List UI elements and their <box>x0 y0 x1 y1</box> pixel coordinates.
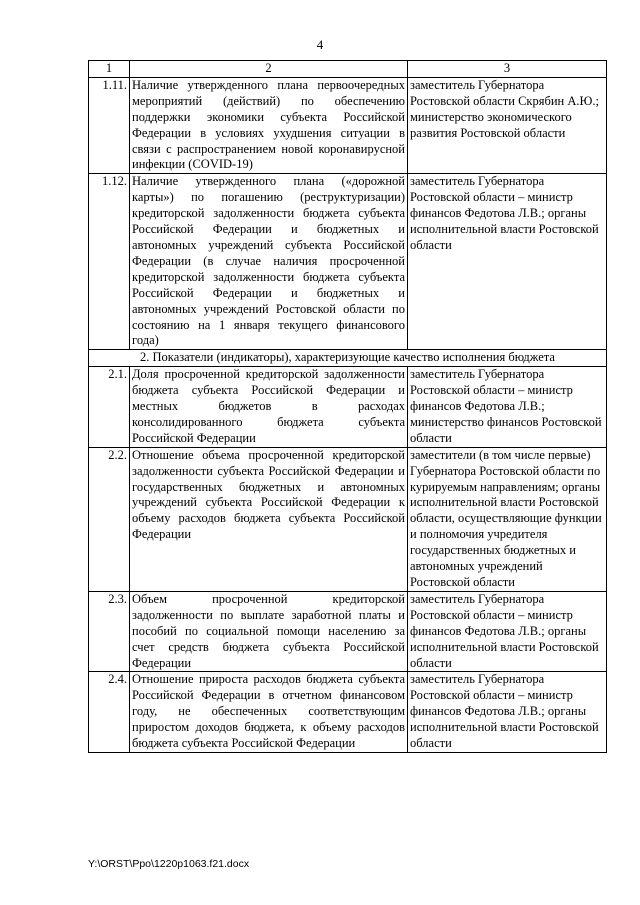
row-responsible: заместитель Губернатора Ростовской области – министр финансов Федотова Л.В.; органы исполнительной власти Ростовской области <box>408 591 607 672</box>
row-number: 1.12. <box>89 174 130 350</box>
table-row <box>89 672 607 753</box>
row-responsible: заместитель Губернатора Ростовской области Скрябин А.Ю.; министерство экономического развития Ростовской области <box>408 77 607 173</box>
row-description: Отношение прироста расходов бюджета субъекта Российской Федерации в отчетном финансовом году, не обеспеченных соответствующим приростом доходов бюджета, к объему расходов бюджета субъекта Российской Федерации <box>130 672 408 753</box>
table-row <box>89 174 607 350</box>
row-description: Наличие утвержденного плана («дорожной карты») по погашению (реструктуризации) кредиторской задолженности бюджета субъекта Российской Федерации и бюджетных и автономных учреждений субъекта Российской Федерации (в случае наличия просроченной кредиторской задолженности бюджета субъекта Российской Федерации и бюджетных и автономных учреждений Ростовской области по состоянию на 1 января текущего финансового года) <box>130 174 408 350</box>
column-header-2: 2 <box>130 61 408 78</box>
row-responsible: заместитель Губернатора Ростовской области – министр финансов Федотова Л.В.; органы исполнительной власти Ростовской области <box>408 672 607 753</box>
section-header-row <box>89 350 607 367</box>
row-description: Наличие утвержденного плана первоочередных мероприятий (действий) по обеспечению поддержки экономики субъекта Российской Федерации в условиях ухудшения ситуации в связи с распространением новой коронавирусной инфекции (COVID-19) <box>130 77 408 173</box>
row-description: Доля просроченной кредиторской задолженности бюджета субъекта Российской Федерации и местных бюджетов в расходах консолидированного бюджета субъекта Российской Федерации <box>130 367 408 448</box>
row-number: 2.3. <box>89 591 130 672</box>
row-description: Объем просроченной кредиторской задолженности по выплате заработной платы и пособий по социальной помощи населению за счет средств бюджета субъекта Российской Федерации <box>130 591 408 672</box>
table-row <box>89 367 607 448</box>
section-title: 2. Показатели (индикаторы), характеризующие качество исполнения бюджета <box>89 350 607 367</box>
table-row <box>89 77 607 173</box>
row-number: 2.1. <box>89 367 130 448</box>
table-row <box>89 447 607 591</box>
table-header-row <box>89 61 607 78</box>
table-row <box>89 591 607 672</box>
row-number: 1.11. <box>89 77 130 173</box>
row-responsible: заместители (в том числе первые) Губернатора Ростовской области по курируемым направлениям; органы исполнительной власти Ростовской области, осуществляющие функции и полномочия учредителя государственных бюджетных и автономных учреждений Ростовской области <box>408 447 607 591</box>
row-responsible: заместитель Губернатора Ростовской области – министр финансов Федотова Л.В.; министерство финансов Ростовской области <box>408 367 607 448</box>
indicators-table <box>88 60 607 753</box>
column-header-3: 3 <box>408 61 607 78</box>
column-header-1: 1 <box>89 61 130 78</box>
row-number: 2.4. <box>89 672 130 753</box>
page-number: 4 <box>316 37 324 52</box>
footer-file-path: Y:\ORST\Ppo\1220p1063.f21.docx <box>88 858 250 870</box>
row-responsible: заместитель Губернатора Ростовской области – министр финансов Федотова Л.В.; органы исполнительной власти Ростовской области <box>408 174 607 350</box>
row-description: Отношение объема просроченной кредиторской задолженности субъекта Российской Федерации и государственных бюджетных и автономных учреждений субъекта Российской Федерации к объему расходов бюджета субъекта Российской Федерации <box>130 447 408 591</box>
row-number: 2.2. <box>89 447 130 591</box>
